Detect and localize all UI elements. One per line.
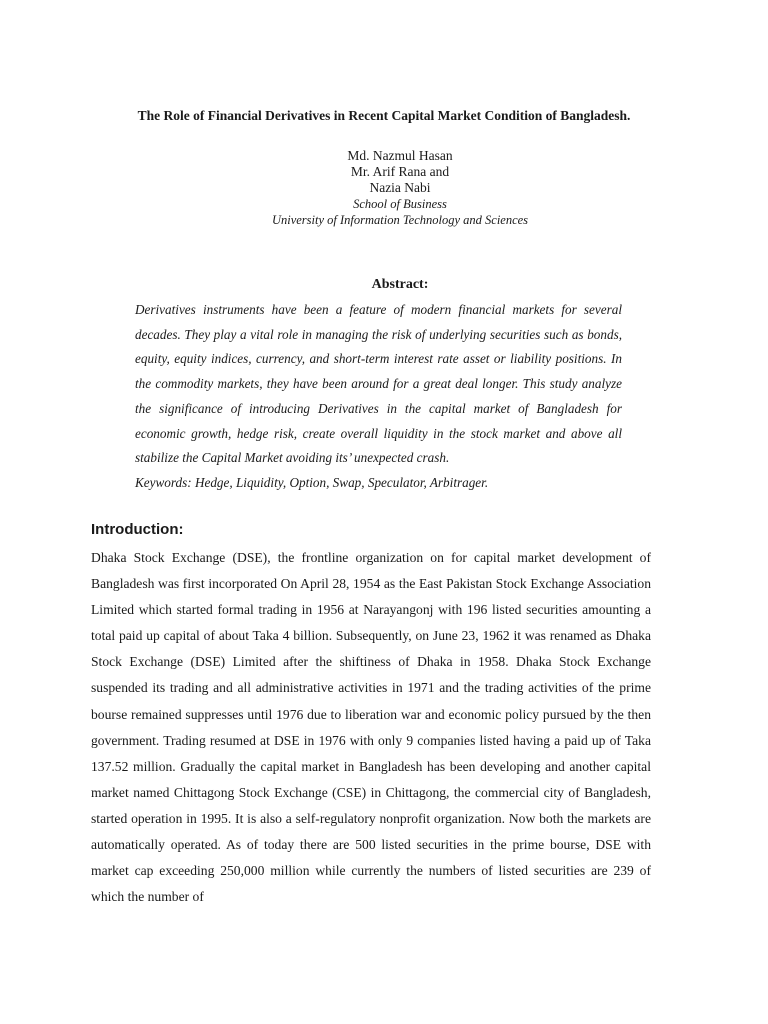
abstract-text: Derivatives instruments have been a feature of modern financial markets for several decades. They play a vital role in managing the risk of underlying securities such as bonds, equity, equity indices, currency, and short-term interest rate asset or liability positions. In the commodity markets, they have been around for a great deal longer. This study analyze the significance of introducing Derivatives in the capital market of Bangladesh for economic growth, hedge risk, create overall liquidity in the stock market and above all stabilize the Capital Market avoiding its’ unexpected crash. [135,302,622,466]
affiliation-university: University of Information Technology and Sciences [271,213,529,227]
introduction-section [91,545,651,910]
paper-title: The Role of Financial Derivatives in Recent Capital Market Condition of Bangladesh. [137,108,631,123]
author-name: Md. Nazmul Hasan [347,148,453,163]
abstract-section [135,298,622,496]
affiliation-school: School of Business [353,197,447,211]
abstract-heading: Abstract: [371,277,429,292]
author-name: Mr. Arif Rana and [350,164,450,179]
author-block [0,148,768,228]
introduction-heading: Introduction: [91,521,184,538]
author-name: Nazia Nabi [369,180,431,195]
keywords: Keywords: Hedge, Liquidity, Option, Swap, Speculator, Arbitrager. [135,474,489,490]
introduction-text: Dhaka Stock Exchange (DSE), the frontline organization on for capital market development of Bangladesh was first incorporated On April 28, 1954 as the East Pakistan Stock Exchange Association Limited which started formal trading in 1956 at Narayangonj with 196 listed securities amounting a total paid up capital of about Taka 4 billion. Subsequently, on June 23, 1962 it was renamed as Dhaka Stock Exchange (DSE) Limited after the shiftiness of Dhaka in 1958. Dhaka Stock Exchange suspended its trading and all administrative activities in 1971 and the trading activities of the prime bourse remained suppresses until 1976 due to liberation war and economic policy pursued by the then government. Trading resumed at DSE in 1976 with only 9 companies listed having a paid up of Taka 137.52 million. Gradually the capital market in Bangladesh has been developing and another capital market named Chittagong Stock Exchange (CSE) in Chittagong, the commercial city of Bangladesh, started operation in 1995. It is also a self-regulatory nonprofit organization. Now both the markets are automatically operated. As of today there are 500 listed securities in the prime bourse, DSE with market cap exceeding 250,000 million while currently the numbers of listed securities are 239 of which the number of [91,550,651,905]
